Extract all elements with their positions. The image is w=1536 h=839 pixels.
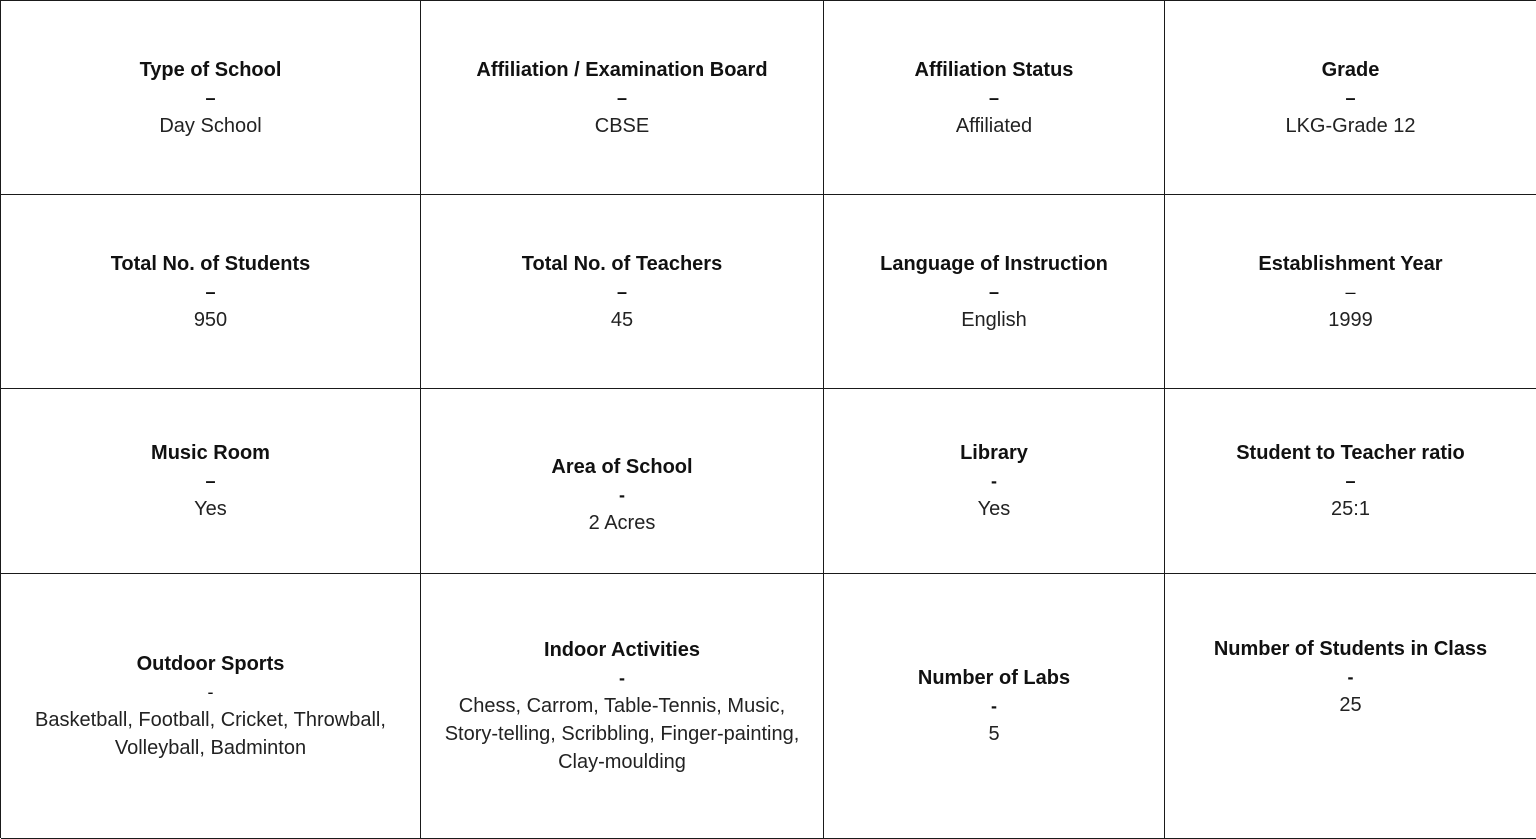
cell-type-of-school [1,1,421,195]
cell-label: Library [960,442,1028,464]
cell-label: Student to Teacher ratio [1236,442,1465,464]
cell-label: Music Room [151,442,270,464]
cell-label: Total No. of Students [110,252,311,275]
cell-value: Affiliated [955,114,1033,137]
cell-label: Indoor Activities [544,639,700,661]
cell-value: 45 [610,308,634,331]
cell-separator: – [1345,471,1356,491]
cell-music-room [1,389,421,574]
cell-value: Yes [194,498,227,520]
cell-value: 950 [193,308,228,331]
cell-label: Establishment Year [1258,252,1443,275]
cell-outdoor-sports [1,574,421,839]
cell-label: Type of School [139,58,282,81]
cell-separator: - [1347,667,1354,687]
cell-value: English [961,308,1027,331]
cell-separator: – [988,281,999,302]
cell-number-of-labs [824,574,1165,839]
cell-label: Language of Instruction [880,252,1108,275]
cell-separator: – [1345,87,1356,108]
cell-separator: – [205,471,216,491]
cell-value: 5 [988,723,1000,745]
cell-grade [1165,1,1536,195]
cell-value: Yes [977,498,1011,520]
cell-label: Area of School [551,456,693,478]
cell-establishment-year [1165,195,1536,389]
cell-label: Number of Students in Class [1213,638,1488,660]
cell-label: Affiliation / Examination Board [476,58,768,81]
cell-value: CBSE [594,114,650,137]
cell-value: 25:1 [1331,498,1370,520]
cell-area-of-school [421,389,824,574]
cell-value: 1999 [1328,308,1373,331]
cell-total-teachers [421,195,824,389]
cell-separator: - [619,485,625,505]
cell-separator: - [991,471,997,491]
cell-label: Number of Labs [917,667,1071,689]
cell-value: LKG-Grade 12 [1285,114,1416,137]
cell-affiliation-board [421,1,824,195]
cell-separator: – [205,87,216,108]
cell-value: Chess, Carrom, Table-Tennis, Music, Story-telling, Scribbling, Finger-painting, Clay-moulding [444,695,800,773]
cell-label: Affiliation Status [914,58,1074,81]
cell-label: Outdoor Sports [136,653,285,675]
cell-affiliation-status [824,1,1165,195]
cell-language-of-instruction [824,195,1165,389]
cell-value: 25 [1339,694,1362,716]
cell-total-students [1,195,421,389]
cell-separator: – [616,281,627,302]
cell-separator: - [991,696,997,716]
cell-value: Basketball, Football, Cricket, Throwball, Volleyball, Badminton [35,709,386,759]
cell-separator: – [205,281,216,302]
cell-student-teacher-ratio [1165,389,1536,574]
cell-separator: – [616,87,627,108]
cell-students-in-class [1165,574,1536,839]
cell-library [824,389,1165,574]
cell-separator: - [619,668,625,688]
cell-separator: – [1345,281,1356,302]
cell-label: Total No. of Teachers [521,252,723,275]
cell-indoor-activities [421,574,824,839]
cell-value: Day School [159,114,262,137]
cell-separator: – [988,87,999,108]
cell-value: 2 Acres [588,512,656,534]
cell-separator: - [207,682,214,702]
cell-label: Grade [1321,58,1380,81]
